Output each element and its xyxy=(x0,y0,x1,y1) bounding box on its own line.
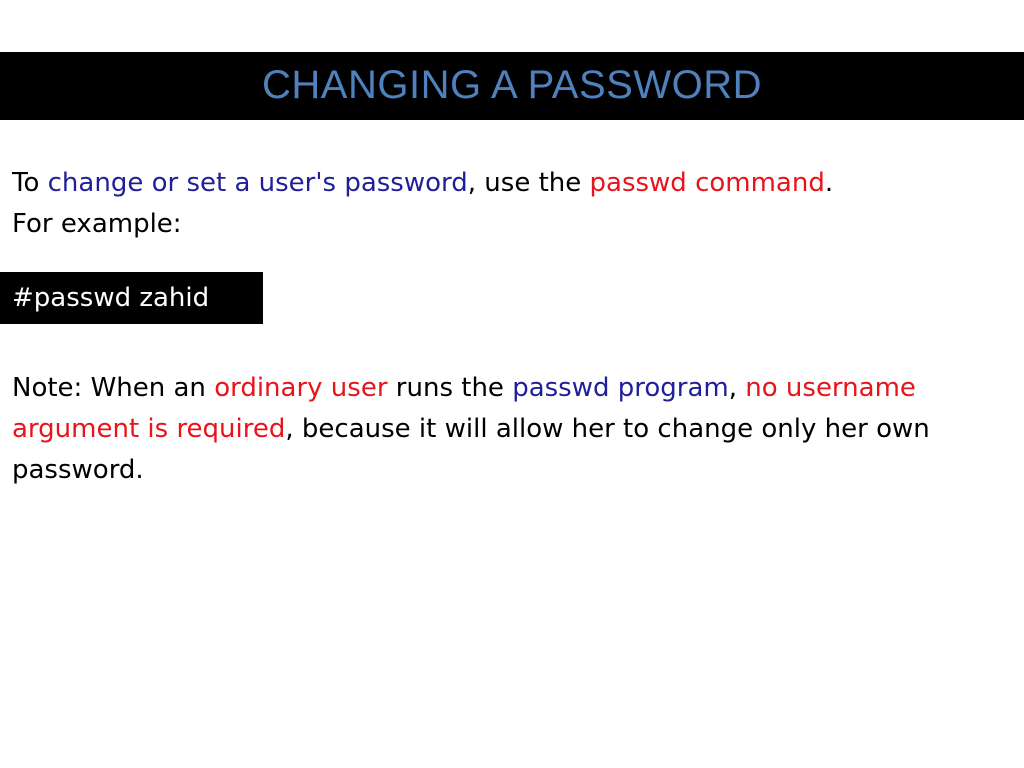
note-highlight-passwd-program: passwd program xyxy=(512,373,729,403)
note-middle1: runs the xyxy=(387,373,513,403)
note-highlight-no-username: no username argument is required xyxy=(12,373,916,444)
intro-highlight-passwd-command: passwd command xyxy=(589,168,825,198)
note-paragraph xyxy=(12,368,972,491)
note-middle2: , xyxy=(728,373,746,403)
title-bar xyxy=(0,52,1024,120)
note-highlight-ordinary-user: ordinary user xyxy=(214,373,388,403)
intro-paragraph xyxy=(12,163,1012,245)
intro-suffix: . xyxy=(824,168,834,198)
intro-highlight-change-password: change or set a user's password xyxy=(47,168,468,198)
note-prefix: Note: When an xyxy=(12,373,215,403)
command-example-text: #passwd zahid xyxy=(12,282,210,313)
note-suffix: , because it will allow her to change only her own password. xyxy=(12,414,930,485)
slide-title: CHANGING A PASSWORD xyxy=(262,62,762,107)
intro-middle: , use the xyxy=(467,168,590,198)
command-example-box xyxy=(0,272,263,324)
intro-for-example: For example: xyxy=(12,209,182,239)
intro-prefix: To xyxy=(12,168,48,198)
